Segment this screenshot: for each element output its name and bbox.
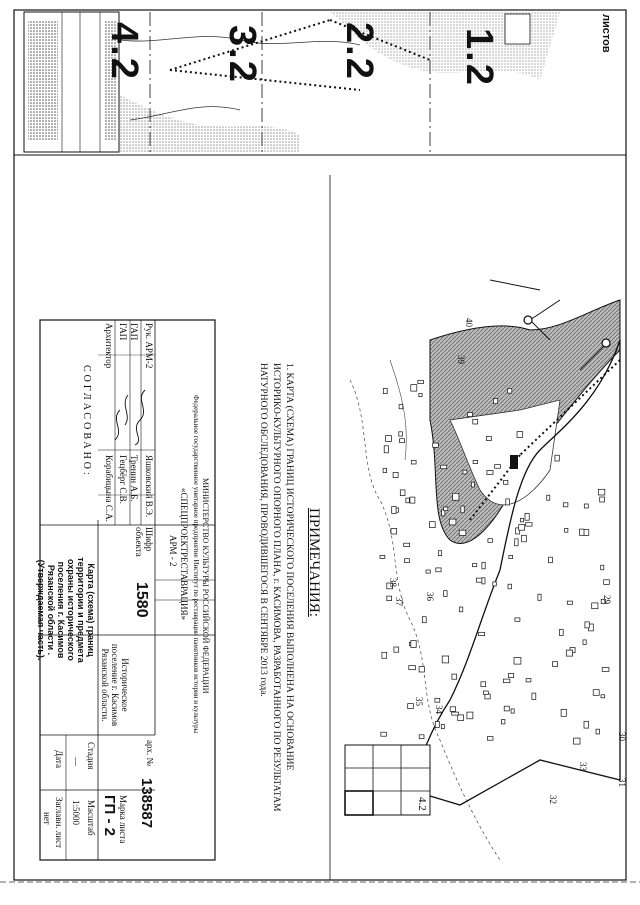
building-footprint	[405, 559, 410, 563]
building-footprint	[380, 555, 385, 558]
building-footprint	[592, 603, 598, 609]
building-footprint	[476, 578, 482, 582]
overview-tile-label: 4.2	[103, 22, 145, 81]
overview-tile-label: 2.2	[338, 22, 380, 81]
building-footprint	[441, 724, 444, 728]
building-footprint	[563, 503, 568, 507]
building-footprint	[383, 388, 387, 393]
building-footprint	[574, 738, 580, 744]
building-footprint	[399, 405, 403, 409]
building-footprint	[452, 712, 459, 715]
building-footprint	[399, 432, 403, 436]
building-footprint	[467, 712, 473, 719]
building-footprint	[519, 525, 525, 531]
map-number: 34	[434, 705, 444, 714]
role-label: ГАП	[129, 323, 139, 341]
map-number: 33	[578, 762, 588, 771]
building-footprint	[473, 460, 478, 463]
building-footprint	[514, 658, 521, 665]
approved-label: СОГЛАСОВАНО:	[81, 365, 92, 478]
person-name: Гецбёрг С.В.	[118, 455, 128, 504]
map-number: 31	[617, 778, 627, 787]
signature	[135, 390, 145, 445]
sheet-label: Заглавн. лист	[54, 797, 64, 849]
map-number: 35	[414, 697, 424, 706]
role-label: Архитектор	[104, 323, 114, 369]
building-footprint	[549, 557, 553, 563]
building-footprint	[559, 630, 563, 636]
landmark-building	[510, 455, 518, 469]
building-footprint	[584, 530, 589, 536]
cipher-value: 1580	[133, 582, 150, 618]
map-number: 38	[388, 578, 398, 587]
building-footprint	[433, 443, 439, 447]
building-footprint	[504, 480, 508, 484]
building-footprint	[430, 522, 436, 528]
stage-value: —	[71, 757, 81, 766]
overview-tile-label: 1.2	[458, 28, 500, 87]
sheets-label: листов	[600, 14, 612, 53]
institute-label: Федеральное государственное унитарное предприятие Институт по реставрации памятников истории и культуры	[192, 395, 200, 734]
building-footprint	[438, 551, 441, 556]
building-footprint	[479, 632, 485, 635]
building-footprint	[485, 694, 490, 699]
building-footprint	[452, 674, 457, 679]
map-number: 40	[464, 318, 474, 327]
building-footprint	[526, 523, 532, 526]
building-footprint	[508, 584, 512, 589]
building-footprint	[502, 720, 505, 724]
ministry-label: МИНИСТЕРСТВО КУЛЬТУРЫ РОССИЙСКОЙ ФЕДЕРАЦИИ	[201, 478, 210, 694]
building-footprint	[411, 385, 417, 392]
survey-point	[602, 339, 610, 347]
building-footprint	[463, 470, 467, 474]
building-footprint	[435, 698, 440, 702]
date-label: Дата	[54, 750, 64, 768]
building-footprint	[488, 539, 493, 543]
sheet-value: нет	[42, 812, 52, 825]
building-footprint	[600, 497, 605, 502]
building-footprint	[442, 656, 448, 663]
note-line: 1. КАРТА (СХЕМА) ГРАНИЦ ИСТОРИЧЕСКОГО ПОСЕЛЕНИЯ ВЫПОЛНЕНА НА ОСНОВАНИЕ	[284, 363, 294, 771]
building-footprint	[487, 737, 493, 741]
map-number: 37	[394, 597, 404, 606]
cipher-label: Шифр объекта	[134, 527, 154, 557]
building-footprint	[583, 640, 586, 645]
building-footprint	[553, 662, 558, 667]
org-label: «СПЕЦПРОЕКТРЕСТАВРАЦИЯ»	[179, 488, 189, 621]
map-number: 32	[548, 795, 558, 804]
building-footprint	[494, 399, 498, 404]
building-footprint	[409, 666, 416, 670]
dept-label: АРМ - 2	[168, 535, 178, 567]
building-footprint	[386, 436, 392, 442]
building-footprint	[471, 482, 474, 487]
building-footprint	[526, 679, 531, 682]
building-footprint	[525, 513, 529, 520]
note-line: ИСТОРИКО-КУЛЬТУРНОГО ОПОРНОГО ПЛАНА, г. КАСИМОВА, РАЗРАБОТАННОГО ПО РЕЗУЛЬТАТАМ	[271, 363, 281, 812]
building-footprint	[381, 732, 387, 736]
building-footprint	[565, 528, 568, 532]
building-footprint	[493, 582, 497, 586]
arch-no-label: арх. №	[145, 740, 155, 767]
building-footprint	[580, 529, 585, 535]
building-footprint	[418, 380, 424, 383]
scale-value: 1:5000	[71, 800, 81, 826]
map-number: 36	[425, 592, 435, 601]
building-footprint	[473, 564, 477, 567]
note-line: НАТУРНОГО ОБСЛЕДОВАНИЯ, ПРОВОДИВШЕГОСЯ В СЕНТЯБРЕ 2013 года.	[258, 363, 268, 697]
building-footprint	[458, 715, 464, 721]
building-footprint	[411, 641, 416, 648]
building-footprint	[484, 691, 489, 694]
building-footprint	[406, 498, 409, 503]
building-footprint	[509, 673, 514, 677]
building-footprint	[422, 617, 426, 623]
building-footprint	[515, 539, 518, 546]
building-footprint	[584, 721, 589, 728]
building-footprint	[566, 650, 572, 656]
building-footprint	[567, 601, 572, 604]
building-footprint	[487, 471, 493, 475]
building-footprint	[410, 497, 415, 503]
building-footprint	[547, 495, 550, 500]
building-footprint	[400, 490, 405, 496]
building-footprint	[453, 493, 459, 500]
building-footprint	[419, 735, 424, 739]
building-footprint	[604, 580, 610, 585]
key-map-label: 4.2	[416, 797, 428, 811]
building-footprint	[461, 506, 464, 513]
note-title: ПРИМЕЧАНИЯ:	[306, 508, 322, 617]
map-number: 39	[456, 355, 466, 364]
building-footprint	[404, 543, 410, 546]
building-footprint	[400, 439, 405, 443]
building-footprint	[598, 489, 605, 495]
building-footprint	[509, 555, 513, 558]
building-footprint	[394, 647, 399, 652]
building-footprint	[408, 704, 414, 709]
person-name: Яшковский В.Э.	[144, 455, 154, 518]
building-footprint	[441, 465, 447, 469]
building-footprint	[515, 618, 520, 621]
building-footprint	[383, 468, 387, 472]
building-footprint	[426, 570, 430, 573]
building-footprint	[419, 667, 424, 672]
building-footprint	[444, 591, 448, 597]
building-footprint	[436, 568, 441, 572]
role-label: Рук. АРМ-2	[144, 323, 154, 369]
main-map	[330, 175, 620, 880]
building-footprint	[602, 668, 609, 672]
building-footprint	[585, 622, 589, 628]
building-footprint	[601, 695, 605, 698]
building-footprint	[391, 528, 397, 534]
building-footprint	[482, 578, 485, 584]
building-footprint	[506, 499, 510, 505]
building-footprint	[504, 679, 510, 683]
signature	[115, 410, 120, 440]
building-footprint	[384, 446, 388, 453]
building-footprint	[486, 436, 491, 440]
project-desc: Историческое поселение г. Касимов Рязанской области.	[100, 643, 130, 727]
building-footprint	[482, 562, 485, 569]
building-footprint	[435, 722, 439, 728]
building-footprint	[520, 518, 523, 522]
role-label: ГАП	[118, 323, 128, 341]
stage-label: Стадия	[86, 742, 96, 770]
sheet-mark-value: ГП - 2	[101, 795, 118, 836]
building-footprint	[522, 535, 527, 542]
building-footprint	[517, 432, 523, 438]
building-footprint	[584, 504, 588, 508]
building-footprint	[467, 413, 472, 417]
building-footprint	[481, 682, 486, 687]
building-footprint	[392, 507, 396, 514]
building-footprint	[555, 455, 559, 461]
building-footprint	[382, 652, 387, 658]
building-footprint	[538, 594, 541, 600]
building-footprint	[561, 709, 566, 716]
building-footprint	[504, 706, 509, 711]
building-footprint	[596, 729, 600, 734]
sheet-mark-label: Марка листа	[118, 795, 128, 844]
map-number: 29	[602, 595, 612, 604]
building-footprint	[450, 707, 455, 712]
building-footprint	[495, 465, 501, 469]
key-map-current-tile	[345, 791, 373, 815]
building-footprint	[601, 565, 604, 570]
building-footprint	[449, 519, 456, 525]
signature	[125, 395, 128, 425]
arch-no-value: 138587	[138, 778, 155, 829]
building-footprint	[393, 472, 398, 477]
building-footprint	[459, 530, 466, 535]
scale-label: Масштаб	[86, 800, 96, 836]
building-footprint	[444, 507, 448, 511]
building-footprint	[387, 596, 392, 601]
survey-point	[524, 316, 532, 324]
overview-tile-label: 3.2	[221, 25, 263, 84]
building-footprint	[459, 607, 462, 612]
building-footprint	[593, 690, 599, 696]
person-name: Корабицына С.А.	[104, 455, 114, 522]
building-footprint	[411, 461, 416, 464]
map-number: 30	[617, 732, 627, 741]
person-name: Тренин А.Б.	[129, 455, 139, 502]
building-footprint	[419, 394, 422, 397]
building-footprint	[473, 419, 478, 424]
building-footprint	[508, 389, 512, 393]
building-footprint	[511, 709, 514, 713]
drawing-title: Карта (схема) границ территории и предмета охраны исторического поселения г. Касимов Рязанской области . (Утверждаемая часть).	[36, 557, 96, 663]
building-footprint	[532, 693, 536, 699]
